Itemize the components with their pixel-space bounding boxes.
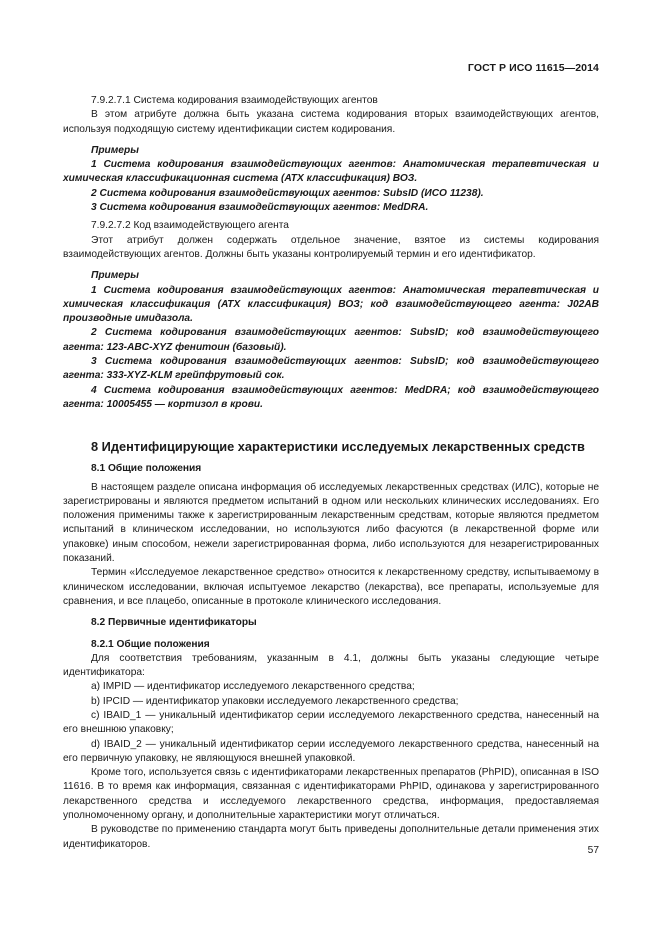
page-number: 57 bbox=[587, 845, 599, 856]
section-body-7-9-2-7-2: Этот атрибут должен содержать отдельное значение, взятое из системы кодирования взаимодействующих агентов. Должны быть указаны контролируемый термин и его идентификатор. bbox=[63, 234, 599, 260]
section-body-7-9-2-7-1: В этом атрибуте должна быть указана система кодирования вторых взаимодействующих агентов, используя подходящую систему идентификации систем кодирования. bbox=[63, 109, 599, 135]
examples-title: Примеры bbox=[91, 270, 139, 282]
list-item: d) IBAID_2 — уникальный идентификатор серии исследуемого лекарственного средства, нанесенный на его первичную упаковку, не являющуюся внешней упаковкой. bbox=[63, 738, 599, 764]
section-heading-7-9-2-7-2: 7.9.2.7.2 Код взаимодействующего агента bbox=[91, 220, 289, 232]
page-content bbox=[63, 94, 599, 852]
example-item: 2 Система кодирования взаимодействующих агентов: SubsID (ИСО 11238). bbox=[91, 187, 484, 199]
paragraph: Для соответствия требованиям, указанным в 4.1, должны быть указаны следующие четыре идентификатора: bbox=[63, 652, 599, 679]
example-item: 2 Система кодирования взаимодействующих агентов: SubsID; код взаимодействующего агента: 123-ABC-XYZ фенитоин (базовый). bbox=[63, 327, 599, 353]
section-heading-8-1: 8.1 Общие положения bbox=[91, 463, 202, 475]
list-item: a) IMPID — идентификатор исследуемого лекарственного средства; bbox=[91, 681, 415, 693]
list-item: c) IBAID_1 — уникальный идентификатор серии исследуемого лекарственного средства, нанесенный на его внешнюю упаковку; bbox=[63, 709, 599, 736]
standard-header: ГОСТ Р ИСО 11615—2014 bbox=[467, 62, 599, 74]
list-item: b) IPCID — идентификатор упаковки исследуемого лекарственного средства; bbox=[91, 695, 459, 707]
paragraph: В руководстве по применению стандарта могут быть приведены дополнительные детали применения этих идентификаторов. bbox=[63, 824, 599, 850]
examples-title: Примеры bbox=[91, 144, 139, 156]
paragraph: Кроме того, используется связь с идентификаторами лекарственных препаратов (PhPID), описанная в ISO 11616. В то время как информация, связанная с идентификаторами PhPID, одинакова у зарегистрированного лекарственного средства и исследуемого лекарственного средства, информация, предоставляемая уполномоченному органу, и дополнительные характеристики могут отличаться. bbox=[63, 767, 599, 822]
example-item: 3 Система кодирования взаимодействующих агентов: SubsID; код взаимодействующего агента: 333-XYZ-KLM грейпфрутовый сок. bbox=[63, 356, 599, 382]
example-item: 1 Система кодирования взаимодействующих агентов: Анатомическая терапевтическая и химическая классификационная система (АТХ классификация) ВОЗ. bbox=[63, 159, 599, 185]
section-heading-8: 8 Идентифицирующие характеристики исследуемых лекарственных средств bbox=[91, 439, 585, 455]
section-heading-7-9-2-7-1: 7.9.2.7.1 Система кодирования взаимодействующих агентов bbox=[91, 95, 378, 106]
example-item: 1 Система кодирования взаимодействующих агентов: Анатомическая терапевтическая и химическая классификация (АТХ классификация) ВОЗ; код взаимодействующего агента: J02AB производные имидазола. bbox=[63, 284, 599, 325]
example-item: 4 Система кодирования взаимодействующих агентов: MedDRA; код взаимодействующего агента: 10005455 — кортизол в крови. bbox=[63, 384, 599, 410]
section-heading-8-2: 8.2 Первичные идентификаторы bbox=[91, 617, 257, 629]
section-heading-8-2-1: 8.2.1 Общие положения bbox=[91, 638, 210, 650]
paragraph: Термин «Исследуемое лекарственное средство» относится к лекарственному средству, испытываемому в клиническом исследовании, включая испытуемое лекарство (лекарства), все препараты, используемые для сравнения, и все плацебо, описанные в протоколе клинического исследования. bbox=[63, 567, 599, 607]
example-item: 3 Система кодирования взаимодействующих агентов: MedDRA. bbox=[91, 202, 429, 214]
paragraph: В настоящем разделе описана информация об исследуемых лекарственных средствах (ИЛС), которые не зарегистрированы и являются предметом испытаний в одном или нескольких клинических исследованиях. Его положения применимы также к зарегистрированным лекарственным средствам, которые являются предметом испытаний в клиническом исследовании, но используются либо фасуются (в лекарственной форме или упаковке) иным способом, нежели зарегистрированная форма, либо используются для незарегистрированных показаний. bbox=[63, 481, 599, 565]
